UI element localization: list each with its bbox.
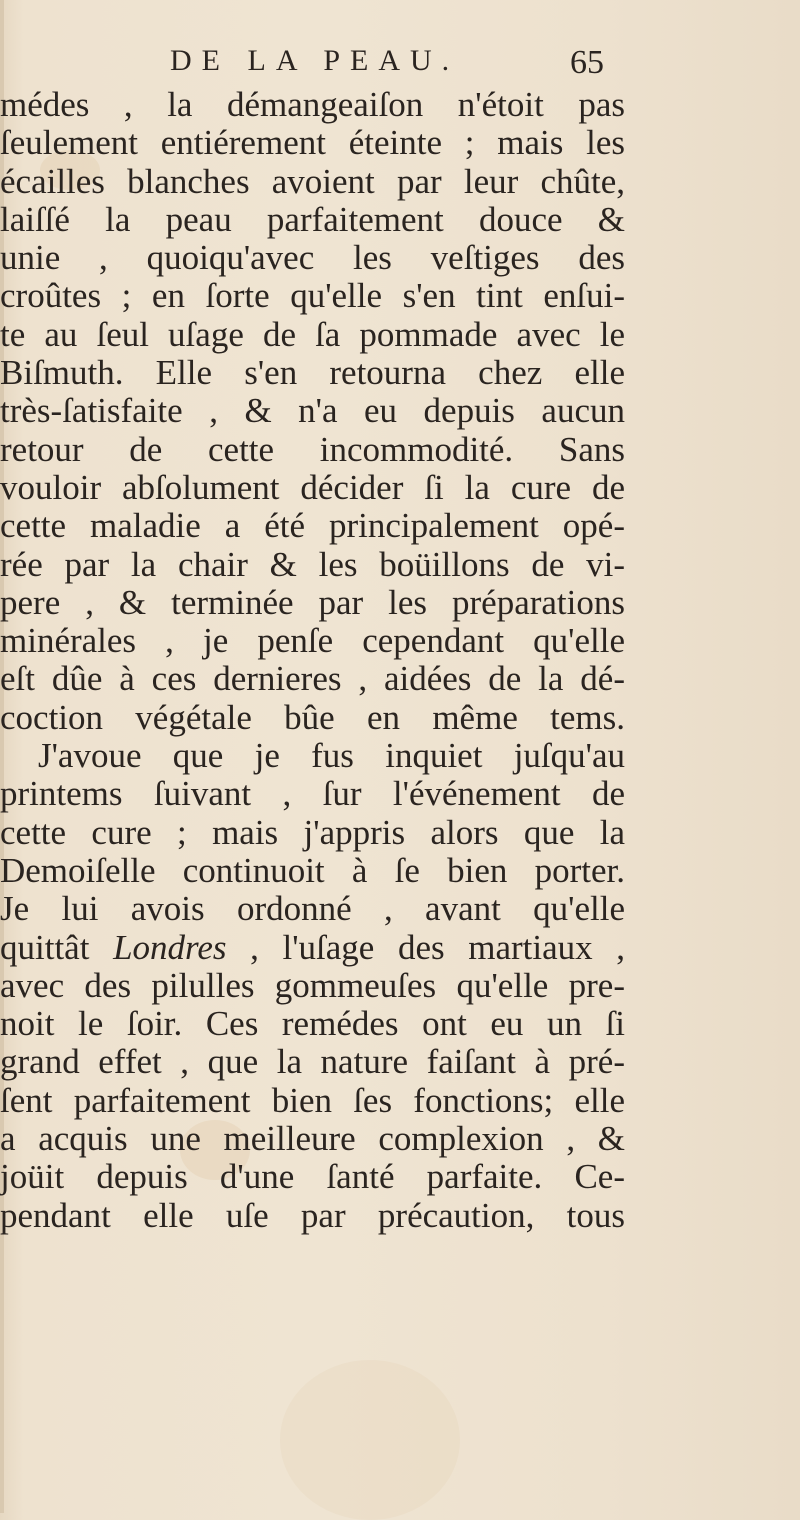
text-line: cette cure ; mais j'appris alors que la [0, 812, 625, 852]
text-line: médes , la démangeaiſon n'étoit pas [0, 85, 625, 124]
page-number: 65 [570, 44, 604, 81]
text-line: printems ſuivant , ſur l'événement de [0, 774, 625, 814]
text-line: laiſſé la peau parfaitement douce & [0, 199, 625, 239]
text-line: vouloir abſolument décider ſi la cure de [0, 467, 625, 507]
paragraph-start-line: J'avoue que je fus inquiet juſqu'au [38, 736, 625, 776]
text-line: a acquis une meilleure complexion , & [0, 1119, 625, 1159]
text-line: retour de cette incommodité. Sans [0, 429, 625, 469]
text-line: joüit depuis d'une ſanté parfaite. Ce- [0, 1157, 625, 1197]
text-line: Je lui avois ordonné , avant qu'elle [0, 889, 625, 929]
text-line: croûtes ; en ſorte qu'elle s'en tint enſui- [0, 276, 625, 316]
text-line: coction végétale bûe en même tems. [0, 697, 625, 737]
italic-place-name: Londres [113, 927, 227, 967]
text-line: Demoiſelle continuoit à ſe bien porter. [0, 850, 625, 890]
text-line: Biſmuth. Elle s'en retourna chez elle [0, 353, 625, 393]
text-line: cette maladie a été principalement opé- [0, 506, 625, 546]
text-line: eſt dûe à ces dernieres , aidées de la dé- [0, 659, 625, 699]
text-segment: , l'uſage des martiaux , [226, 927, 625, 967]
text-line: avec des pilulles gommeuſes qu'elle pre- [0, 965, 625, 1005]
text-line [0, 929, 625, 967]
page-header [0, 44, 625, 84]
paper-stain [280, 1360, 460, 1520]
text-line: unie , quoiqu'avec les veſtiges des [0, 238, 625, 278]
text-line: minérales , je penſe cependant qu'elle [0, 621, 625, 661]
text-line: écailles blanches avoient par leur chûte, [0, 161, 625, 201]
text-line: ſent parfaitement bien ſes fonctions; elle [0, 1080, 625, 1120]
text-line: pendant elle uſe par précaution, tous [0, 1195, 625, 1235]
body-text [0, 86, 625, 1235]
text-segment: quittât [0, 927, 114, 967]
text-line: rée par la chair & les boüillons de vi- [0, 544, 625, 584]
text-line: ſeulement entiérement éteinte ; mais les [0, 123, 625, 163]
text-line: grand effet , que la nature faiſant à pré- [0, 1042, 625, 1082]
running-title: DE LA PEAU. [170, 44, 460, 77]
text-line: très-ſatisfaite , & n'a eu depuis aucun [0, 391, 625, 431]
text-line: noit le ſoir. Ces remédes ont eu un ſi [0, 1004, 625, 1044]
text-line: pere , & terminée par les préparations [0, 582, 625, 622]
text-line: te au ſeul uſage de ſa pommade avec le [0, 314, 625, 354]
